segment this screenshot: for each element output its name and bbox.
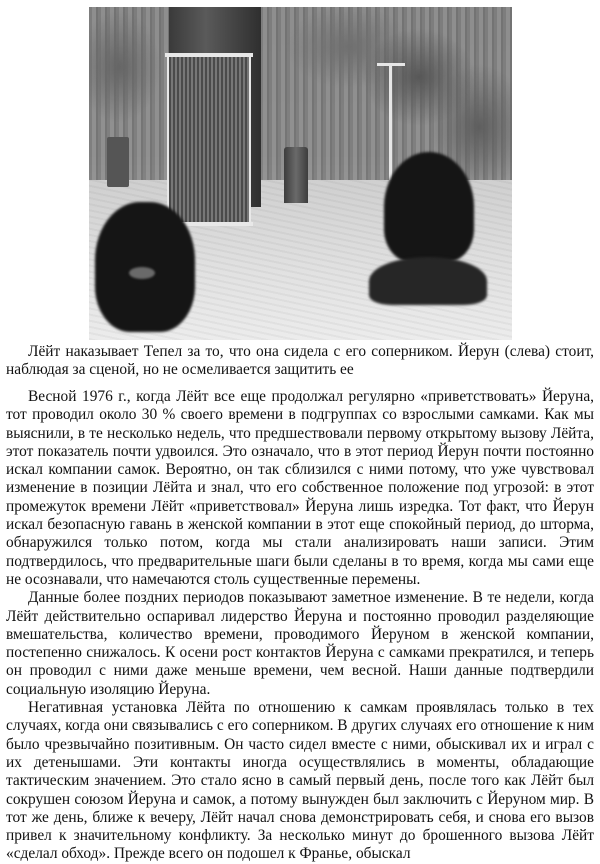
figure-caption: Лёйт наказывает Тепел за то, что она сидела с его соперником. Йерун (слева) стоит, наблюдая за сценой, но не осмеливается защитить ее: [6, 343, 594, 378]
chimpanzee-photo: [89, 7, 512, 340]
photo-tree-cage: [167, 57, 251, 222]
photo-stump: [284, 147, 308, 203]
paragraph: Данные более поздних периодов показывают заметное изменение. В те недели, когда Лёйт действительно оспаривал лидерство Йеруна и постоянно проводил разделяющие вмешательства, количество времени, проводимого Йеруном в женской компании, постепенно снижалось. К осени рост контактов Йеруна с самками прекратился, и теперь он проводил с ними даже меньше времени, чем весной. Наши данные подтвердили социальную изоляцию Йеруна.: [6, 589, 594, 698]
photo-chimp-tepel: [369, 257, 487, 305]
paragraph: Негативная установка Лёйта по отношению к самкам проявлялась только в тех случаях, когда они связывались с его соперником. В других случаях его отношение к ним было чрезвычайно позитивным. Он часто сидел вместе с ними, обыскивал их и играл с их детенышами. Эти контакты иногда осуществлялись в моменты, обладающие тактическим значением. Это стало ясно в самый первый день, после того как Лёйт был сокрушен союзом Йеруна и самок, а потому вынужден был заключить с Йеруном мир. В тот же день, ближе к вечеру, Лёйт начал снова демонстрировать себя, и снова его вызов привел к значительному конфликту. За несколько минут до брошенного вызова Лёйт «сделал обход». Прежде всего он подошел к Франье, обыскал: [6, 699, 594, 863]
body-text: [6, 388, 594, 864]
paragraph: Весной 1976 г., когда Лёйт все еще продолжал регулярно «приветствовать» Йеруна, тот проводил около 30 % своего времени в подгруппах со взрослыми самками. Как мы выяснили, в те несколько недель, что предшествовали первому открытому вызову Лёйта, этот показатель почти удвоился. Это означало, что в этот период Йерун почти постоянно искал компании самок. Вероятно, он так сблизился с ними потому, что уже чувствовал изменение в позиции Лёйта и знал, что его собственное положение под угрозой: в этот промежуток времени Лёйт «приветствовал» Йеруна лишь изредка. Тот факт, что Йерун искал безопасную гавань в женской компании в этот еще спокойный период, до шторма, обнаружился только потом, когда мы стали анализировать наши записи. Этим подтвердилось, что предварительные шаги были сделаны в то время, когда мы сами еще не осознавали, что намечаются столь существенные перемены.: [6, 388, 594, 588]
photo-chimp-luit: [384, 152, 474, 262]
photo-stump-left: [107, 137, 129, 187]
photo-pole: [389, 65, 392, 180]
photo-chimp-yeroen-face: [129, 267, 155, 279]
